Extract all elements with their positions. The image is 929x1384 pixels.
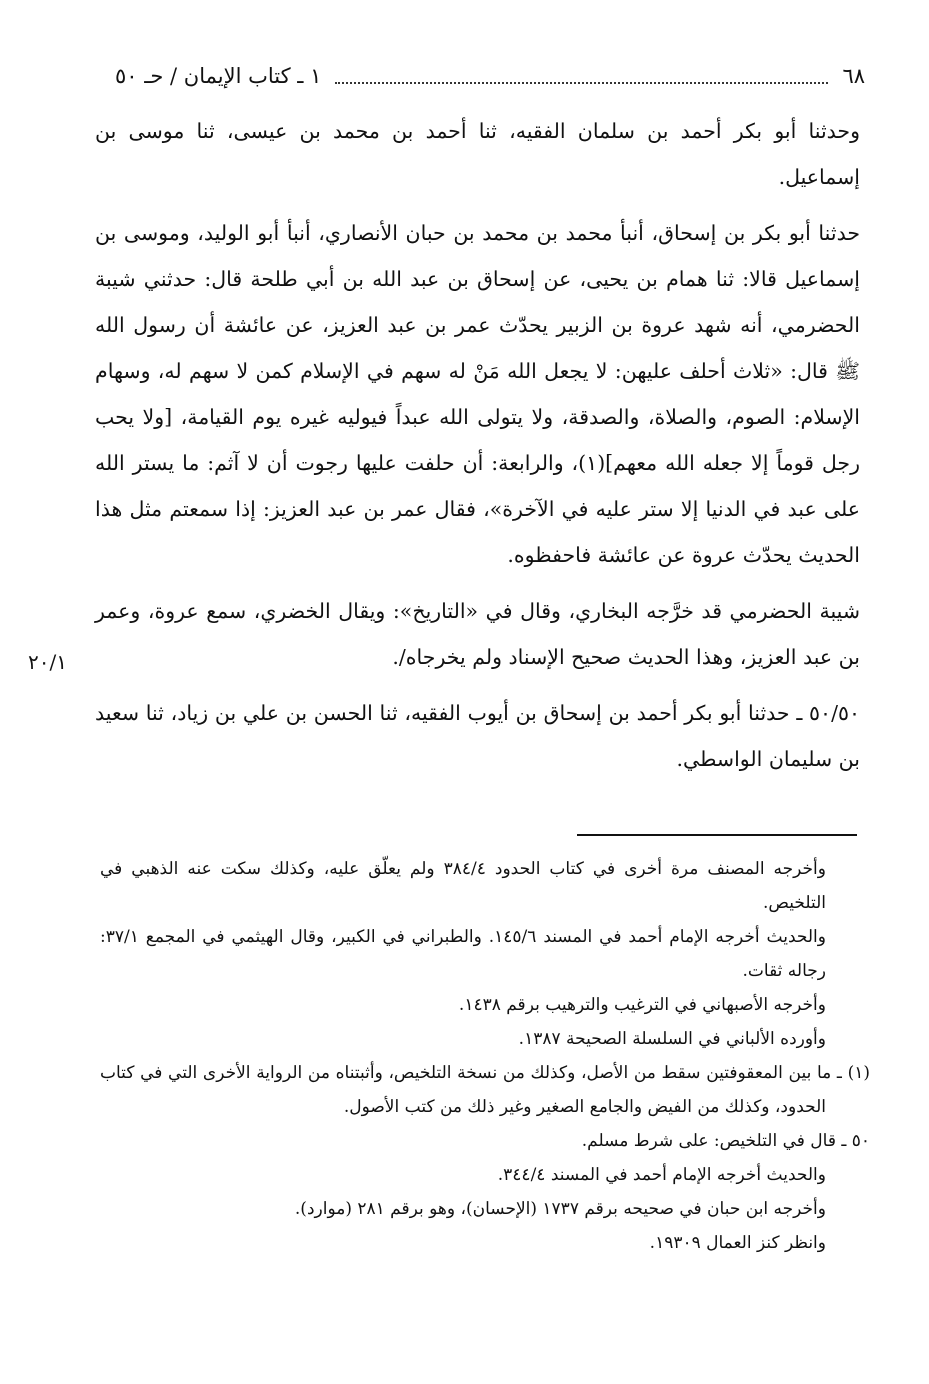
footnote-line: وانظر كنز العمال ١٩٣٠٩. xyxy=(649,1233,826,1253)
margin-reference: ٢٠/١ xyxy=(28,650,67,674)
footnote-line: وأخرجه الأصبهاني في الترغيب والترهيب برقم ١٤٣٨. xyxy=(458,995,826,1015)
footnote-line: ٥٠ ـ قال في التلخيص: على شرط مسلم. xyxy=(581,1131,870,1151)
footnote-line: وأخرجه المصنف مرة أخرى في كتاب الحدود ٣٨٤/٤ ولم يعلّق عليه، وكذلك سكت عنه الذهبي في التلخيص. xyxy=(100,859,826,913)
footnote-line: وأورده الألباني في السلسلة الصحيحة ١٣٨٧. xyxy=(518,1029,826,1049)
footnote-separator xyxy=(577,834,857,836)
page-number: ٦٨ xyxy=(842,64,865,88)
running-title: ١ ـ كتاب الإيمان / حـ ٥٠ xyxy=(115,64,322,88)
footnotes xyxy=(100,852,870,1260)
paragraph-2: حدثنا أبو بكر بن إسحاق، أنبأ محمد بن محمد بن حبان الأنصاري، أنبأ أبو الوليد، وموسى بن إسماعيل قالا: ثنا همام بن يحيى، عن إسحاق بن عبد الله بن أبي طلحة قال: حدثني شيبة الحضرمي، أنه شهد عروة بن الزبير يحدّث عمر بن عبد العزيز، عن عائشة أن رسول الله ﷺ قال: «ثلاث أحلف عليهن: لا يجعل الله مَنْ له سهم في الإسلام كمن لا سهم له، وسهام الإسلام: الصوم، والصلاة، والصدقة، ولا يتولى الله عبداً فيوليه غيره يوم القيامة، [ولا يحب رجل قوماً إلا جعله الله معهم](١)، والرابعة: أن حلفت عليها رجوت أن لا آثم: ما يستر الله على عبد في الدنيا إلا ستر عليه في الآخرة»، فقال عمر بن عبد العزيز: إذا سمعتم مثل هذا الحديث يحدّث عروة عن عائشة فاحفظوه. xyxy=(95,221,860,567)
paragraph-4: ٥٠/٥٠ ـ حدثنا أبو بكر أحمد بن إسحاق بن أيوب الفقيه، ثنا الحسن بن علي بن زياد، ثنا سعيد بن سليمان الواسطي. xyxy=(95,701,860,771)
footnote-line: وأخرجه ابن حبان في صحيحه برقم ١٧٣٧ (الإحسان)، وهو برقم ٢٨١ (موارد). xyxy=(294,1199,826,1219)
paragraph-3: شيبة الحضرمي قد خرَّجه البخاري، وقال في «التاريخ»: ويقال الخضري، سمع عروة، وعمر بن عبد العزيز، وهذا الحديث صحيح الإسناد ولم يخرجاه/. xyxy=(95,599,860,669)
footnote-line: (١) ـ ما بين المعقوفتين سقط من الأصل، وكذلك من نسخة التلخيص، وأثبتناه من الرواية الأخرى التي في كتاب الحدود، وكذلك من الفيض والجامع الصغير وغير ذلك من كتب الأصول. xyxy=(100,1063,870,1117)
page-header xyxy=(115,58,865,94)
header-dotted-leader xyxy=(335,68,828,84)
footnote-line: والحديث أخرجه الإمام أحمد في المسند ٣٤٤/٤. xyxy=(497,1165,826,1185)
paragraph-1: وحدثنا أبو بكر أحمد بن سلمان الفقيه، ثنا أحمد بن محمد بن عيسى، ثنا موسى بن إسماعيل. xyxy=(95,119,860,189)
footnote-line: والحديث أخرجه الإمام أحمد في المسند ١٤٥/٦. والطبراني في الكبير، وقال الهيثمي في المجمع ٣٧/١: رجاله ثقات. xyxy=(100,927,826,981)
main-text xyxy=(95,108,860,792)
